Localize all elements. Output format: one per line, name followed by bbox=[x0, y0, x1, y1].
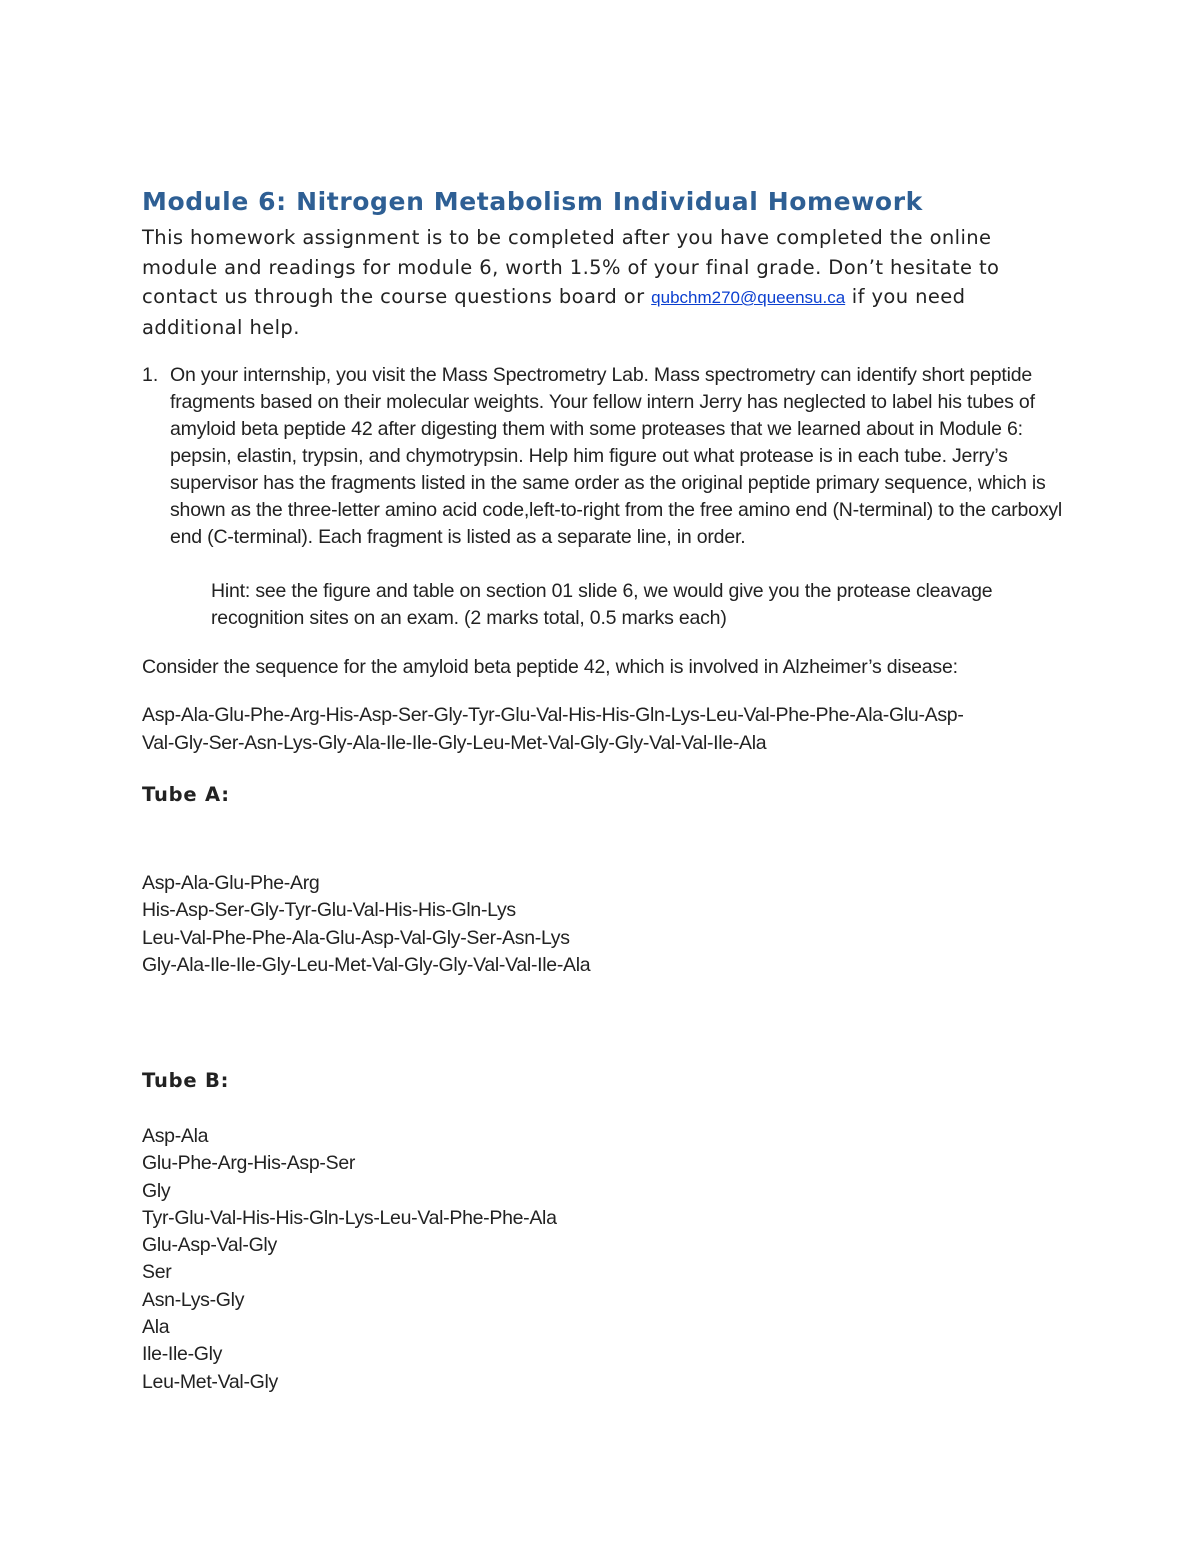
fragment-item: Leu-Met-Val-Gly bbox=[142, 1370, 279, 1393]
contact-email-link[interactable]: qubchm270@queensu.ca bbox=[651, 288, 846, 307]
intro-text-before-link: This homework assignment is to be completed after you have completed the online module and readings for module 6, worth 1.5% of your final grade. Don’t hesitate to contact us through the course questions board or bbox=[142, 226, 1000, 308]
tube-b-fragments bbox=[142, 1123, 557, 1396]
fragment-item: Asp-Ala bbox=[142, 1125, 209, 1147]
fragment-item: Ile-Ile-Gly bbox=[142, 1343, 223, 1366]
question-hint: Hint: see the figure and table on section 01 slide 6, we would give you the protease cleavage recognition sites on an exam. (2 marks total, 0.5 marks each) bbox=[211, 580, 993, 629]
fragment-item: Ala bbox=[142, 1316, 170, 1339]
sequence-line: Val-Gly-Ser-Asn-Lys-Gly-Ala-Ile-Ile-Gly-Leu-Met-Val-Gly-Gly-Val-Val-Ile-Ala bbox=[142, 732, 767, 754]
fragment-item: Gly bbox=[142, 1179, 171, 1202]
fragment-item: Glu-Phe-Arg-His-Asp-Ser bbox=[142, 1152, 356, 1175]
fragment-item: Asp-Ala-Glu-Phe-Arg bbox=[142, 872, 320, 894]
fragment-item: Asn-Lys-Gly bbox=[142, 1288, 245, 1311]
intro-paragraph bbox=[142, 223, 1062, 342]
question-number: 1. bbox=[142, 364, 159, 386]
fragment-item: Ser bbox=[142, 1261, 172, 1284]
tube-a-heading: Tube A: bbox=[142, 783, 230, 806]
intro-text-after-link: if you need additional help. bbox=[142, 285, 966, 339]
fragment-item: Tyr-Glu-Val-His-His-Gln-Lys-Leu-Val-Phe-Phe-Ala bbox=[142, 1206, 557, 1229]
sequence-line: Asp-Ala-Glu-Phe-Arg-His-Asp-Ser-Gly-Tyr-Glu-Val-His-His-Gln-Lys-Leu-Val-Phe-Phe-Ala-Glu-Asp- bbox=[142, 704, 964, 726]
page-title: Module 6: Nitrogen Metabolism Individual Homework bbox=[142, 187, 923, 216]
tube-b-heading: Tube B: bbox=[142, 1069, 230, 1092]
fragment-item: His-Asp-Ser-Gly-Tyr-Glu-Val-His-His-Gln-Lys bbox=[142, 899, 516, 922]
consider-sequence-text: Consider the sequence for the amyloid beta peptide 42, which is involved in Alzheimer’s disease: bbox=[142, 656, 958, 678]
question-text: On your internship, you visit the Mass Spectrometry Lab. Mass spectrometry can identify short peptide fragments based on their molecular weights. Your fellow intern Jerry has neglected to label his tubes of amyloid beta peptide 42 after digesting them with some proteases that we learned about in Module 6: pepsin, elastin, trypsin, and chymotrypsin. Help him figure out what protease is in each tube. Jerry’s supervisor has the fragments listed in the same order as the original peptide primary sequence, which is shown as the three-letter amino acid code,left-to-right from the free amino end (N-terminal) to the carboxyl end (C-terminal). Each fragment is listed as a separate line, in order. bbox=[170, 364, 1063, 548]
fragment-item: Glu-Asp-Val-Gly bbox=[142, 1234, 277, 1257]
tube-a-fragments bbox=[142, 870, 590, 979]
amyloid-sequence bbox=[142, 701, 1102, 757]
fragment-item: Gly-Ala-Ile-Ile-Gly-Leu-Met-Val-Gly-Gly-Val-Val-Ile-Ala bbox=[142, 953, 591, 976]
fragment-item: Leu-Val-Phe-Phe-Ala-Glu-Asp-Val-Gly-Ser-Asn-Lys bbox=[142, 926, 570, 949]
